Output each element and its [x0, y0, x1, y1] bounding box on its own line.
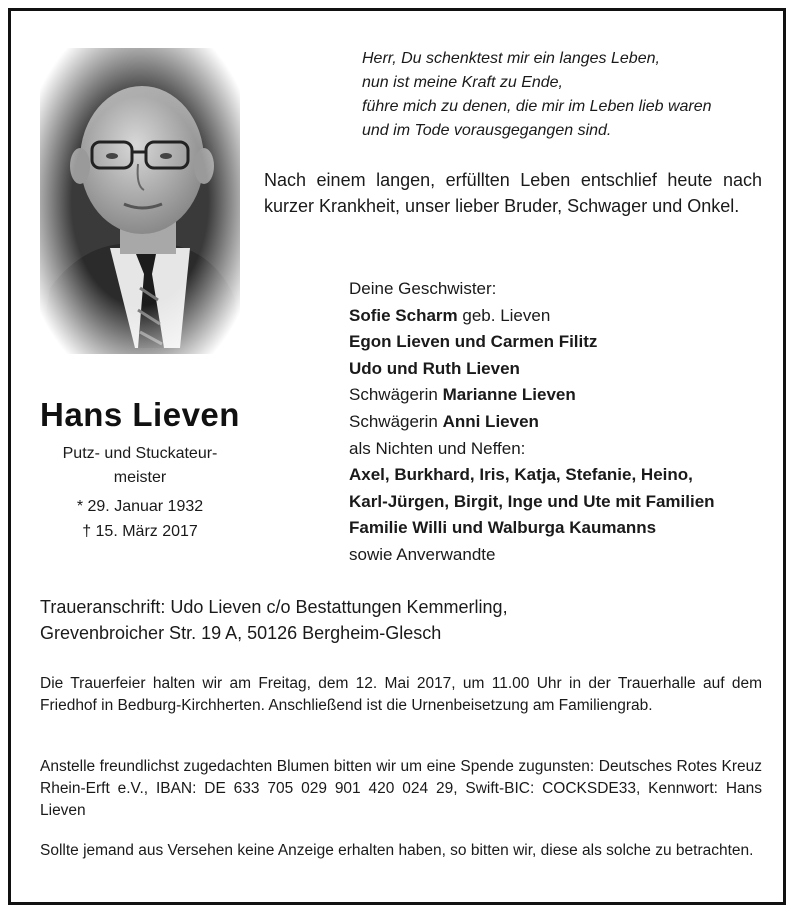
family-member: [349, 409, 769, 436]
family-member-note: geb. Lieven: [457, 305, 551, 325]
address-line: Traueranschrift: Udo Lieven c/o Bestattungen Kemmerling,: [40, 597, 508, 617]
family-member: Egon Lieven und Carmen Filitz: [349, 332, 598, 352]
mourning-address: [40, 594, 760, 646]
poem: [362, 47, 782, 143]
poem-line: Herr, Du schenktest mir ein langes Leben,: [362, 50, 660, 67]
poem-line: führe mich zu denen, die mir im Leben lieb waren: [362, 98, 712, 115]
life-dates: [24, 494, 256, 544]
family-member: Familie Willi und Walburga Kaumanns: [349, 518, 657, 538]
poem-line: und im Tode vorausgegangen sind.: [362, 122, 612, 139]
profession-line: Putz- und Stuckateur-: [62, 445, 218, 462]
address-line: Grevenbroicher Str. 19 A, 50126 Bergheim-Glesch: [40, 623, 442, 643]
funeral-info: Die Trauerfeier halten wir am Freitag, dem 12. Mai 2017, um 11.00 Uhr in der Trauerhalle auf dem Friedhof in Bedburg-Kirchherten. Anschließend ist die Urnenbeisetzung am Familiengrab.: [40, 675, 762, 714]
family-member: [349, 382, 769, 409]
family-member: [349, 303, 769, 330]
family-relation: Schwägerin: [349, 411, 443, 431]
family-member-name: Sofie Scharm: [349, 305, 458, 325]
family-subheading: als Nichten und Neffen:: [349, 438, 526, 458]
family-member-name: Anni Lieven: [442, 411, 539, 431]
death-date: † 15. März 2017: [82, 523, 198, 540]
donation-info: Anstelle freundlichst zugedachten Blumen bitten wir um eine Spende zugunsten: Deutsches Rotes Kreuz Rhein-Erft e.V., IBAN: DE 633 705 029 901 420 024 29, Swift-BIC: COCKSDE33, Kennwort: Hans Lieven: [40, 758, 762, 819]
profession-line: meister: [113, 469, 167, 486]
family-member: Udo und Ruth Lieven: [349, 358, 520, 378]
portrait-photo: [40, 48, 240, 354]
poem-line: nun ist meine Kraft zu Ende,: [362, 74, 563, 91]
notice-text: Sollte jemand aus Versehen keine Anzeige erhalten haben, so bitten wir, diese als solche zu betrachten.: [40, 842, 754, 859]
family-list: [349, 276, 769, 569]
family-relation: Schwägerin: [349, 385, 443, 405]
deceased-name: Hans Lieven: [40, 396, 240, 433]
intro-text: Nach einem langen, erfüllten Leben entschlief heute nach kurzer Krankheit, unser lieber Bruder, Schwager und Onkel.: [264, 170, 762, 216]
birth-date: * 29. Januar 1932: [76, 498, 204, 515]
family-member: Karl-Jürgen, Birgit, Inge und Ute mit Familien: [349, 491, 715, 511]
family-heading: Deine Geschwister:: [349, 279, 497, 298]
family-member-name: Marianne Lieven: [442, 385, 576, 405]
family-member: Axel, Burkhard, Iris, Katja, Stefanie, Heino,: [349, 465, 693, 485]
family-closing: sowie Anverwandte: [349, 544, 496, 564]
deceased-profession: [24, 442, 256, 490]
